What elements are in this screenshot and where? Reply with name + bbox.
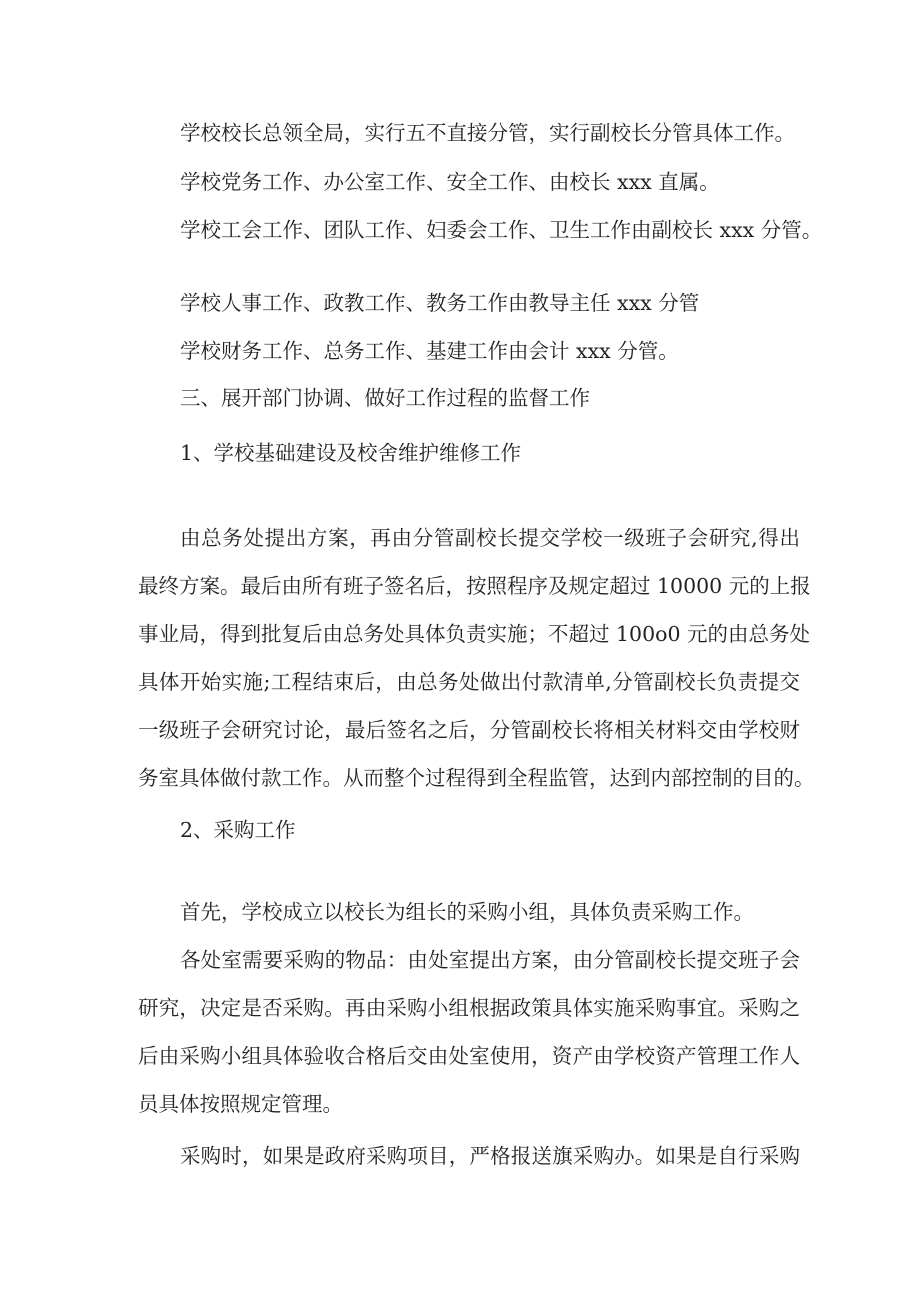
text-line: 各处室需要采购的物品：由处室提出方案，由分管副校长提交班子会 bbox=[180, 948, 800, 972]
text-line: 后由采购小组具体验收合格后交由处室使用，资产由学校资产管理工作人 bbox=[138, 1044, 800, 1068]
text-line: 学校人事工作、政教工作、教务工作由教导主任 xxx 分管 bbox=[180, 291, 700, 315]
section-heading: 三、展开部门协调、做好工作过程的监督工作 bbox=[180, 386, 590, 410]
subsection-heading: 2、采购工作 bbox=[180, 818, 296, 842]
text-line: 由总务处提出方案，再由分管副校长提交学校一级班子会研究,得出 bbox=[180, 526, 800, 550]
text-line: 采购时，如果是政府采购项目，严格报送旗采购办。如果是自行采购 bbox=[180, 1144, 800, 1168]
text-line: 一级班子会研究讨论，最后签名之后，分管副校长将相关材料交由学校财 bbox=[138, 718, 800, 742]
text-line: 员具体按照规定管理。 bbox=[138, 1092, 343, 1116]
text-line: 具体开始实施;工程结束后，由总务处做出付款清单,分管副校长负责提交 bbox=[138, 670, 800, 694]
subsection-heading: 1、学校基础建设及校舍维护维修工作 bbox=[180, 441, 522, 465]
text-line: 学校财务工作、总务工作、基建工作由会计 xxx 分管。 bbox=[180, 339, 679, 363]
text-line: 学校校长总领全局，实行五不直接分管，实行副校长分管具体工作。 bbox=[180, 121, 795, 145]
text-line: 研究，决定是否采购。再由采购小组根据政策具体实施采购事宜。采购之 bbox=[138, 996, 800, 1020]
text-line: 务室具体做付款工作。从而整个过程得到全程监管，达到内部控制的目的。 bbox=[138, 766, 815, 790]
text-line: 学校党务工作、办公室工作、安全工作、由校长 xxx 直属。 bbox=[180, 170, 720, 194]
text-line: 首先，学校成立以校长为组长的采购小组，具体负责采购工作。 bbox=[180, 900, 754, 924]
text-line: 事业局，得到批复后由总务处具体负责实施；不超过 100o0 元的由总务处 bbox=[138, 622, 811, 646]
text-line: 学校工会工作、团队工作、妇委会工作、卫生工作由副校长 xxx 分管。 bbox=[180, 218, 823, 242]
text-line: 最终方案。最后由所有班子签名后，按照程序及规定超过 10000 元的上报 bbox=[138, 574, 811, 598]
